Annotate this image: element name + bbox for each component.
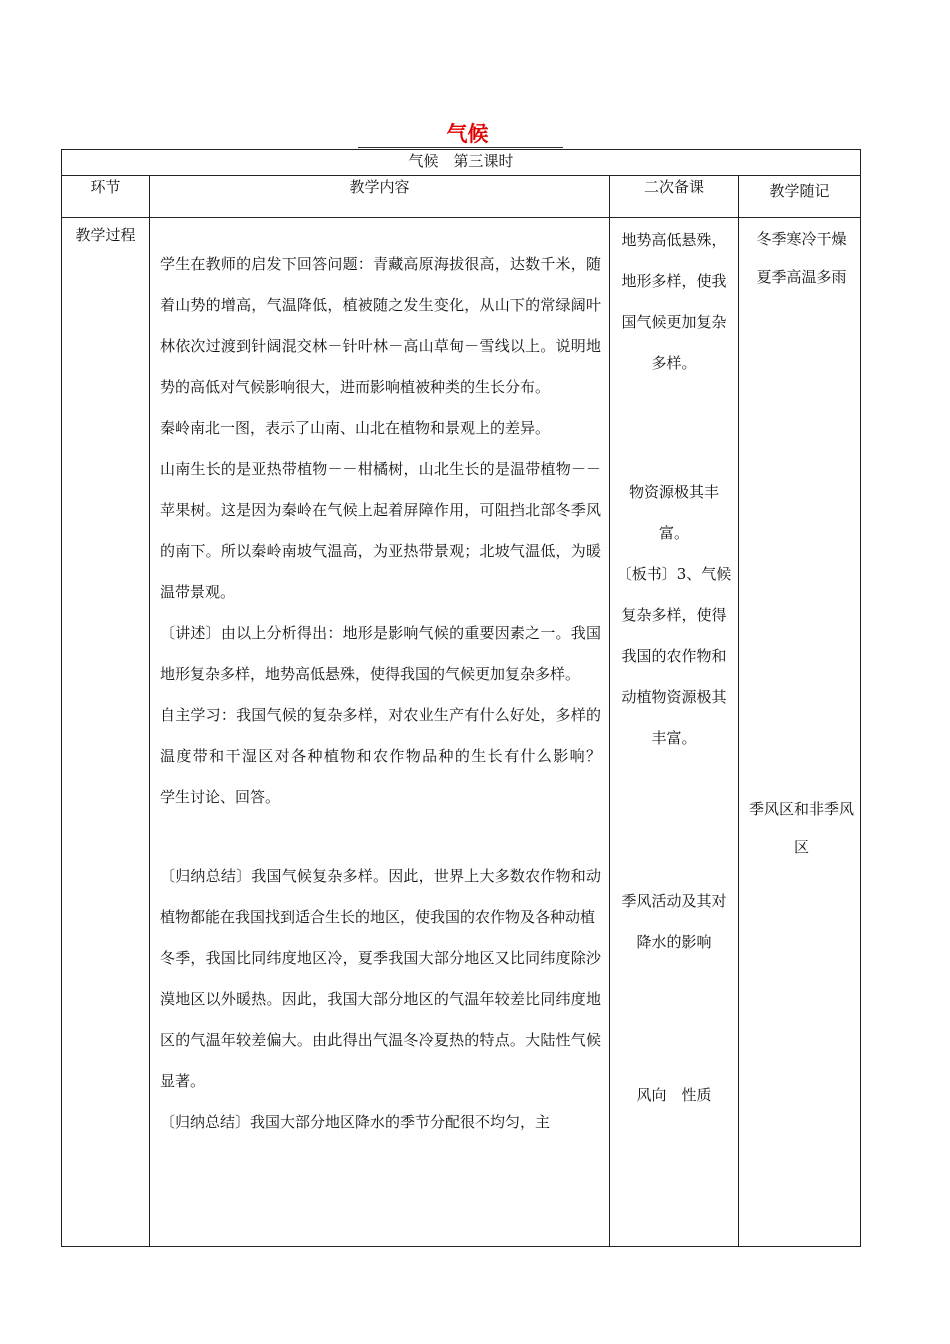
teaching-note: 夏季高温多雨 — [756, 268, 847, 286]
section-label: 教学过程 — [62, 218, 150, 1247]
lesson-plan-table — [61, 149, 861, 1247]
teaching-note: 季风区和非季风区 — [749, 800, 855, 856]
prep-note: 〔板书〕3、气候复杂多样，使得我国的农作物和动植物资源极其丰富。 — [616, 565, 732, 747]
prep-note: 地势高低悬殊，地形多样，使我国气候更加复杂多样。 — [621, 231, 727, 372]
lesson-title: 气候 第三课时 — [62, 150, 861, 176]
prep-note: 风向 性质 — [636, 1086, 712, 1104]
prep-note: 季风活动及其对降水的影响 — [621, 892, 727, 951]
spacer — [160, 818, 601, 856]
body-row — [62, 218, 861, 1247]
content-cell — [150, 218, 632, 1247]
content-paragraph: 〔归纳总结〕我国气候复杂多样。因此，世界上大多数农作物和动植物都能在我国找到适合生长的地区，使我国的农作物及各种动植 — [160, 867, 601, 926]
teaching-note: 冬季寒冷干燥 — [756, 230, 847, 248]
prep-cell — [610, 218, 739, 1247]
content-paragraph: 秦岭南北一图，表示了山南、山北在植物和景观上的差异。 — [160, 419, 551, 437]
header-section: 环节 — [62, 176, 150, 218]
content-paragraph: 冬季，我国比同纬度地区冷，夏季我国大部分地区又比同纬度除沙漠地区以外暖热。因此，我国大部分地区的气温年较差比同纬度地区的气温年较差偏大。由此得出气温冬冷夏热的特点。大陆性气候显著。 — [160, 949, 601, 1090]
content-paragraph: 〔归纳总结〕我国大部分地区降水的季节分配很不均匀，主 — [160, 1113, 551, 1131]
content-paragraph: 〔讲述〕由以上分析得出：地形是影响气候的重要因素之一。我国地形复杂多样，地势高低悬殊，使得我国的气候更加复杂多样。 — [160, 624, 601, 683]
header-row — [62, 176, 861, 218]
header-prep: 二次备课 — [610, 176, 739, 218]
content-paragraph: 学生在教师的启发下回答问题：青藏高原海拔很高，达数千米，随着山势的增高，气温降低，植被随之发生变化，从山下的常绿阔叶林依次过渡到针阔混交林－针叶林－高山草甸－雪线以上。说明地势的高低对气候影响很大，进而影响植被种类的生长分布。 — [160, 255, 601, 396]
title-underline — [358, 147, 563, 148]
page-title: 气候 — [446, 122, 489, 146]
prep-note: 物资源极其丰富。 — [628, 483, 719, 542]
header-content: 教学内容 — [150, 176, 610, 218]
content-paragraph: 自主学习：我国气候的复杂多样，对农业生产有什么好处，多样的温度带和干湿区对各种植物和农作物品种的生长有什么影响？ 学生讨论、回答。 — [160, 706, 632, 806]
header-notes: 教学随记 — [739, 176, 861, 218]
content-paragraph: 山南生长的是亚热带植物－－柑橘树，山北生长的是温带植物－－苹果树。这是因为秦岭在气候上起着屏障作用，可阻挡北部冬季风的南下。所以秦岭南坡气温高，为亚热带景观；北坡气温低，为暖温带景观。 — [160, 460, 601, 601]
notes-cell — [739, 218, 861, 1247]
lesson-title-row — [62, 150, 861, 176]
